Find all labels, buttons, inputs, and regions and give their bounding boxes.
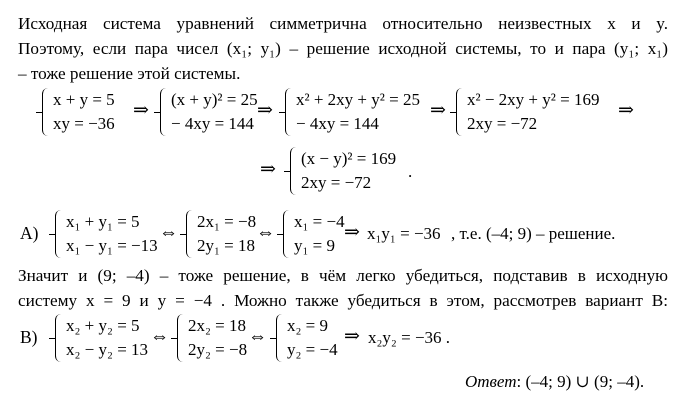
system-4 (456, 88, 616, 136)
case-a-system-1 (55, 210, 167, 258)
case-a-label: А) (20, 223, 39, 243)
implies-arrow: ⇒ (260, 159, 276, 180)
case-a-system-3 (283, 210, 353, 258)
middle-line-1: Значит и (9; –4) – тоже решение, в чём легко убедиться, подставив в исходную (18, 266, 668, 285)
answer-line (465, 372, 644, 392)
case-b-system-3 (276, 314, 346, 362)
case-b-system-2 (177, 314, 257, 362)
case-a-system-1-eq-2: x₁ − y₁ = −13 (66, 236, 158, 255)
brace (55, 210, 64, 258)
brace (42, 88, 51, 136)
middle-line-2: систему x = 9 и y = −4 . Можно также убедиться в этом, рассмотрев вариант В: (18, 291, 668, 310)
case-a-system-3-eq-1: x₁ = −4 (294, 212, 345, 231)
system-5 (290, 147, 420, 195)
answer-value: (–4; 9) ∪ (9; –4). (525, 372, 645, 391)
brace (55, 314, 64, 362)
case-b-system-2-eq-1: 2x₂ = 18 (188, 316, 247, 335)
implies-arrow: ⇒ (344, 326, 360, 347)
case-b-system-1 (55, 314, 163, 362)
intro-line-2: Поэтому, если пара чисел (x₁; y₁) – решение исходной системы, то и пара (y₁; x₁) (18, 39, 668, 58)
case-a-system-1-eq-1: x₁ + y₁ = 5 (66, 212, 140, 231)
case-b-system-3-eq-1: x₂ = 9 (287, 316, 329, 335)
system-4-eq-2: 2xy = −72 (467, 114, 538, 133)
system-3 (285, 88, 435, 136)
equivalence-arrow: ⇔ (150, 326, 169, 347)
system-5-eq-1: (x − y)² = 169 (301, 149, 397, 168)
case-a-system-2 (186, 210, 266, 258)
brace (290, 147, 299, 195)
brace (456, 88, 465, 136)
case-b-label: В) (20, 327, 38, 347)
equivalence-arrow: ⇔ (256, 222, 275, 243)
case-b-system-1-eq-2: x₂ − y₂ = 13 (66, 340, 149, 359)
system-3-eq-1: x² + 2xy + y² = 25 (296, 90, 420, 109)
brace (160, 88, 169, 136)
system-4-eq-1: x² − 2xy + y² = 169 (467, 90, 600, 109)
case-a-result: x₁y₁ = −36 (367, 224, 441, 243)
case-b-system-2-eq-2: 2y₂ = −8 (188, 340, 248, 359)
implies-arrow: ⇒ (257, 100, 273, 121)
case-b-system-3-eq-2: y₂ = −4 (287, 340, 338, 359)
equivalence-arrow: ⇔ (248, 326, 267, 347)
period: . (408, 162, 413, 181)
brace (177, 314, 186, 362)
equivalence-arrow: ⇔ (159, 222, 178, 243)
brace (283, 210, 292, 258)
intro-line-1: Исходная система уравнений симметрична относительно неизвестных x и y. (18, 14, 668, 33)
system-2 (160, 88, 272, 136)
case-a-system-3-eq-2: y₁ = 9 (294, 236, 336, 255)
system-3-eq-2: − 4xy = 144 (296, 114, 379, 133)
system-1 (42, 88, 134, 136)
brace (186, 210, 195, 258)
answer-colon: : (516, 372, 522, 391)
implies-arrow: ⇒ (430, 100, 446, 121)
intro-line-3: – тоже решение этой системы. (18, 64, 241, 83)
system-1-eq-2: xy = −36 (53, 114, 115, 133)
case-a-comment: , т.е. (–4; 9) – решение. (451, 224, 616, 243)
system-1-eq-1: x + y = 5 (53, 90, 115, 109)
case-a-system-2-eq-1: 2x₁ = −8 (197, 212, 257, 231)
implies-arrow: ⇒ (618, 100, 634, 121)
system-2-eq-2: − 4xy = 144 (171, 114, 254, 133)
case-b-result: x₂y₂ = −36 . (368, 328, 451, 347)
brace (276, 314, 285, 362)
system-5-eq-2: 2xy = −72 (301, 173, 372, 192)
implies-arrow: ⇒ (344, 222, 360, 243)
brace (285, 88, 294, 136)
case-b-system-1-eq-1: x₂ + y₂ = 5 (66, 316, 140, 335)
system-2-eq-1: (x + y)² = 25 (171, 90, 258, 109)
implies-arrow: ⇒ (133, 100, 149, 121)
answer-label: Ответ (465, 372, 517, 391)
case-a-system-2-eq-2: 2y₁ = 18 (197, 236, 256, 255)
